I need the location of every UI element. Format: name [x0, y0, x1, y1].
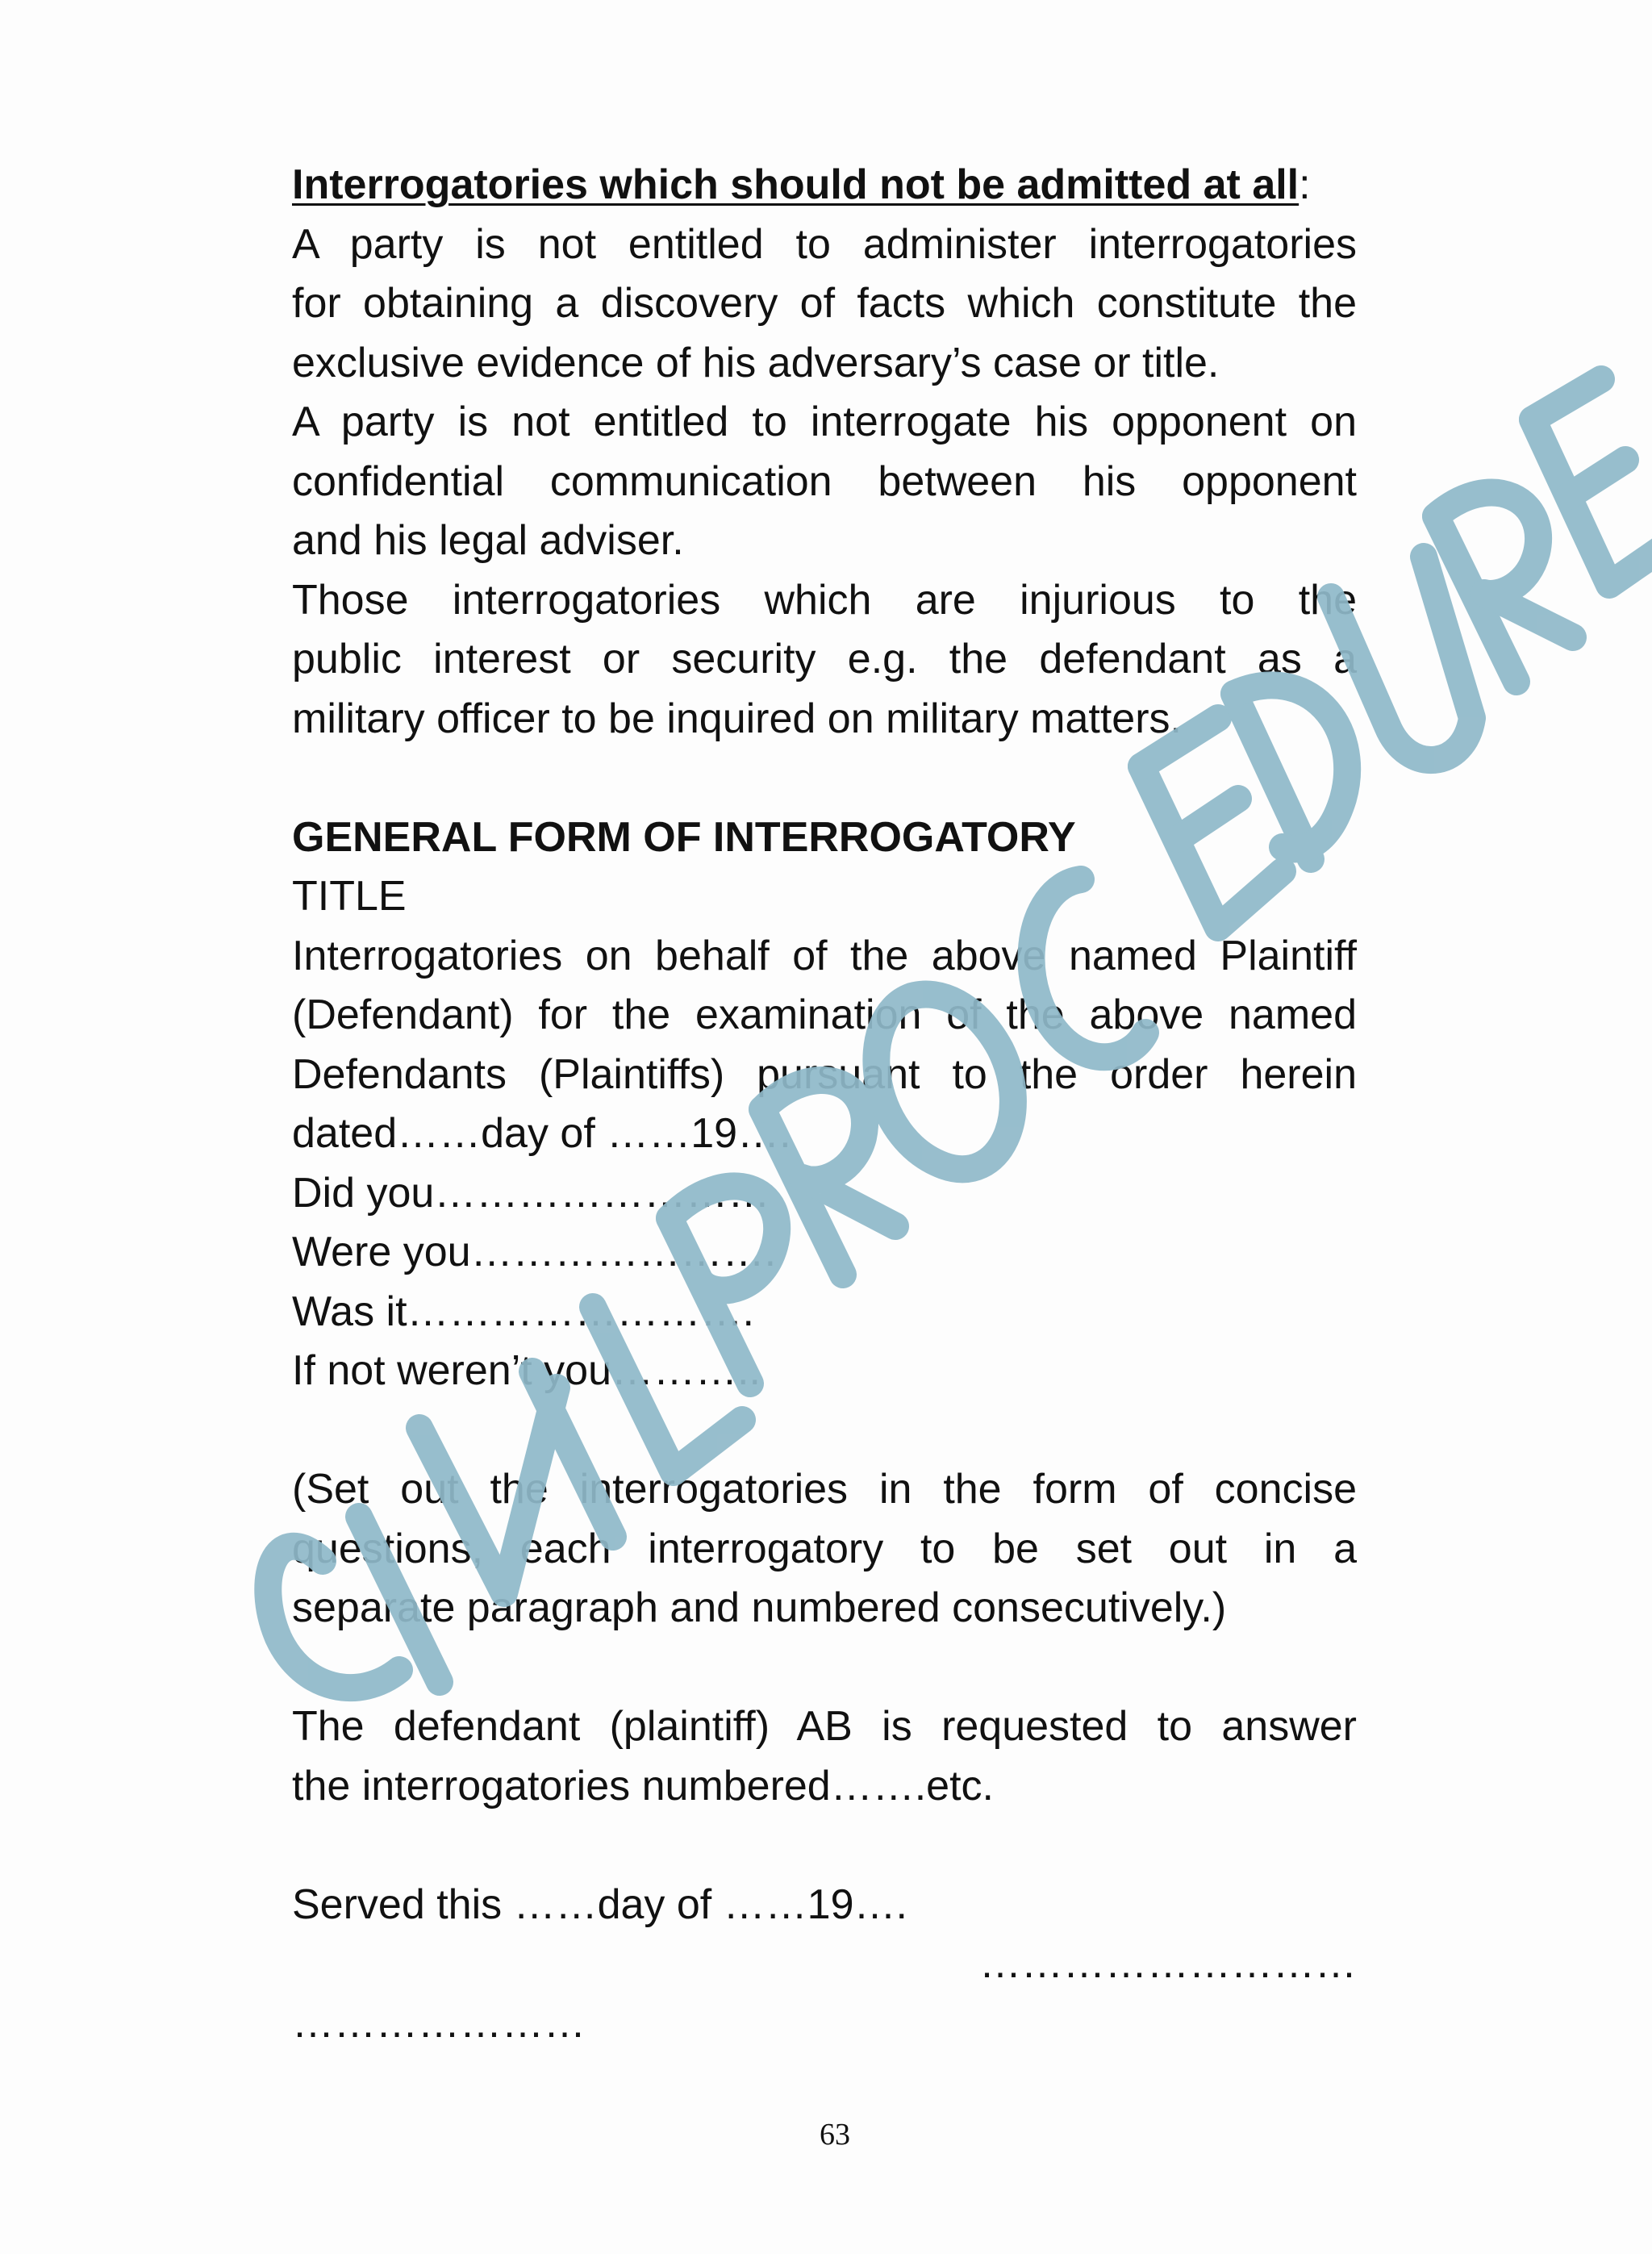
paragraph-line: military officer to be inquired on military matters.: [292, 695, 1182, 742]
form-intro-line: dated……day of ……19….: [292, 1110, 791, 1157]
form-question: Was it…………………….: [292, 1288, 754, 1335]
page-body: [292, 156, 1357, 2053]
form-note-line: (Set out the interrogatories in the form of concise: [292, 1466, 1357, 1513]
heading-colon: :: [1299, 161, 1311, 208]
form-intro-line: (Defendant) for the examination of the above named: [292, 991, 1357, 1038]
blank-line: [292, 1638, 1357, 1698]
paragraph-line: confidential communication between his opponent: [292, 457, 1357, 505]
section-heading: [292, 156, 1357, 215]
form-intro-line: Interrogatories on behalf of the above named Plaintiff: [292, 932, 1357, 979]
form-question: If not weren’t you………..: [292, 1347, 761, 1394]
form-heading: GENERAL FORM OF INTERROGATORY: [292, 813, 1076, 861]
paragraph-line: A party is not entitled to administer interrogatories: [292, 220, 1357, 268]
form-question: Did you……………………: [292, 1169, 770, 1217]
paragraph-line: for obtaining a discovery of facts which constitute the: [292, 280, 1357, 327]
signature-dots-left: …………………: [292, 1999, 586, 2047]
form-request-line: the interrogatories numbered…….etc.: [292, 1762, 994, 1809]
form-request-line: The defendant (plaintiff) AB is requested to answer: [292, 1703, 1357, 1750]
paragraph-line: Those interrogatories which are injurious to the: [292, 576, 1357, 624]
paragraph-line: exclusive evidence of his adversary’s case or title.: [292, 339, 1220, 386]
heading-text: Interrogatories which should not be admitted at all: [292, 161, 1299, 208]
blank-line: [292, 1816, 1357, 1876]
blank-line: [292, 749, 1357, 808]
paragraph-line: public interest or security e.g. the defendant as a: [292, 636, 1357, 682]
paragraph-line: A party is not entitled to interrogate his opponent on: [292, 399, 1357, 445]
paragraph-line: and his legal adviser.: [292, 517, 684, 564]
form-intro-line: Defendants (Plaintiffs) pursuant to the order herein: [292, 1050, 1357, 1098]
form-title: TITLE: [292, 873, 407, 920]
form-note-line: questions, each interrogatory to be set out in a: [292, 1525, 1357, 1572]
blank-line: [292, 1401, 1357, 1461]
form-question: Were you………………….: [292, 1229, 777, 1275]
form-note-line: separate paragraph and numbered consecutively.): [292, 1584, 1227, 1631]
signature-dots-right: ………………………: [979, 1940, 1357, 1987]
served-line: Served this ……day of ……19….: [292, 1880, 907, 1928]
page-number: 63: [820, 2118, 850, 2152]
